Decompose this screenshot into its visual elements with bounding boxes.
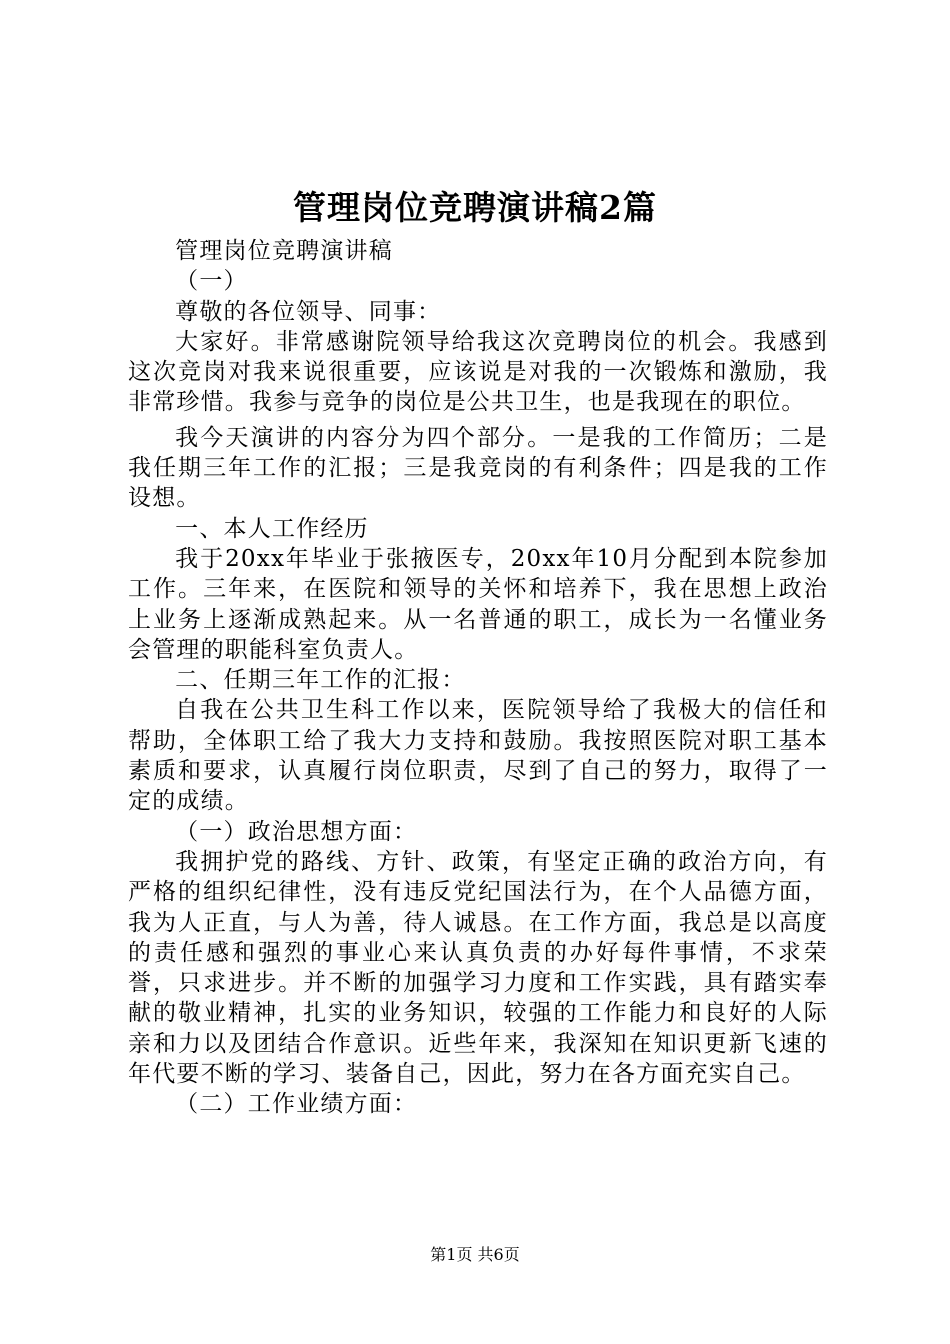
body-paragraph: 我今天演讲的内容分为四个部分。一是我的工作简历；二是我任期三年工作的汇报；三是我竞岗的有利条件；四是我的工作设想。 [128, 424, 828, 512]
section-heading: 一、本人工作经历 [175, 515, 369, 542]
body-paragraph: 自我在公共卫生科工作以来，医院领导给了我极大的信任和帮助，全体职工给了我大力支持和鼓励。我按照医院对职工基本素质和要求，认真履行岗位职责，尽到了自己的努力，取得了一定的成绩。 [128, 697, 828, 815]
document-body [128, 236, 828, 1120]
subsection-heading: （二）工作业绩方面： [175, 1091, 418, 1118]
section-number-paragraph: （一） [175, 268, 248, 295]
body-paragraph: 大家好。非常感谢院领导给我这次竞聘岗位的机会。我感到这次竞岗对我来说很重要，应该说是对我的一次锻炼和激励，我非常珍惜。我参与竞争的岗位是公共卫生，也是我现在的职位。 [128, 328, 828, 416]
body-paragraph: 我拥护党的路线、方针、政策，有坚定正确的政治方向，有严格的组织纪律性，没有违反党纪国法行为，在个人品德方面，我为人正直，与人为善，待人诚恳。在工作方面，我总是以高度的责任感和强烈的事业心来认真负责的办好每件事情，不求荣誉，只求进步。并不断的加强学习力度和工作实践，具有踏实奉献的敬业精神，扎实的业务知识，较强的工作能力和良好的人际亲和力以及团结合作意识。近些年来，我深知在知识更新飞速的年代要不断的学习、装备自己，因此，努力在各方面充实自己。 [128, 848, 828, 1088]
subsection-heading: （一）政治思想方面： [175, 818, 418, 845]
page-footer: 第1页 共6页 [430, 1245, 520, 1264]
section-heading: 二、任期三年工作的汇报： [175, 667, 466, 694]
document-title: 管理岗位竞聘演讲稿2篇 [293, 188, 657, 227]
salutation-paragraph: 尊敬的各位领导、同事： [175, 298, 442, 325]
subtitle-paragraph: 管理岗位竞聘演讲稿 [175, 238, 393, 264]
body-paragraph: 我于20xx年毕业于张掖医专，20xx年10月分配到本院参加工作。三年来，在医院和领导的关怀和培养下，我在思想上政治上业务上逐渐成熟起来。从一名普通的职工，成长为一名懂业务会管理的职能科室负责人。 [128, 545, 828, 663]
